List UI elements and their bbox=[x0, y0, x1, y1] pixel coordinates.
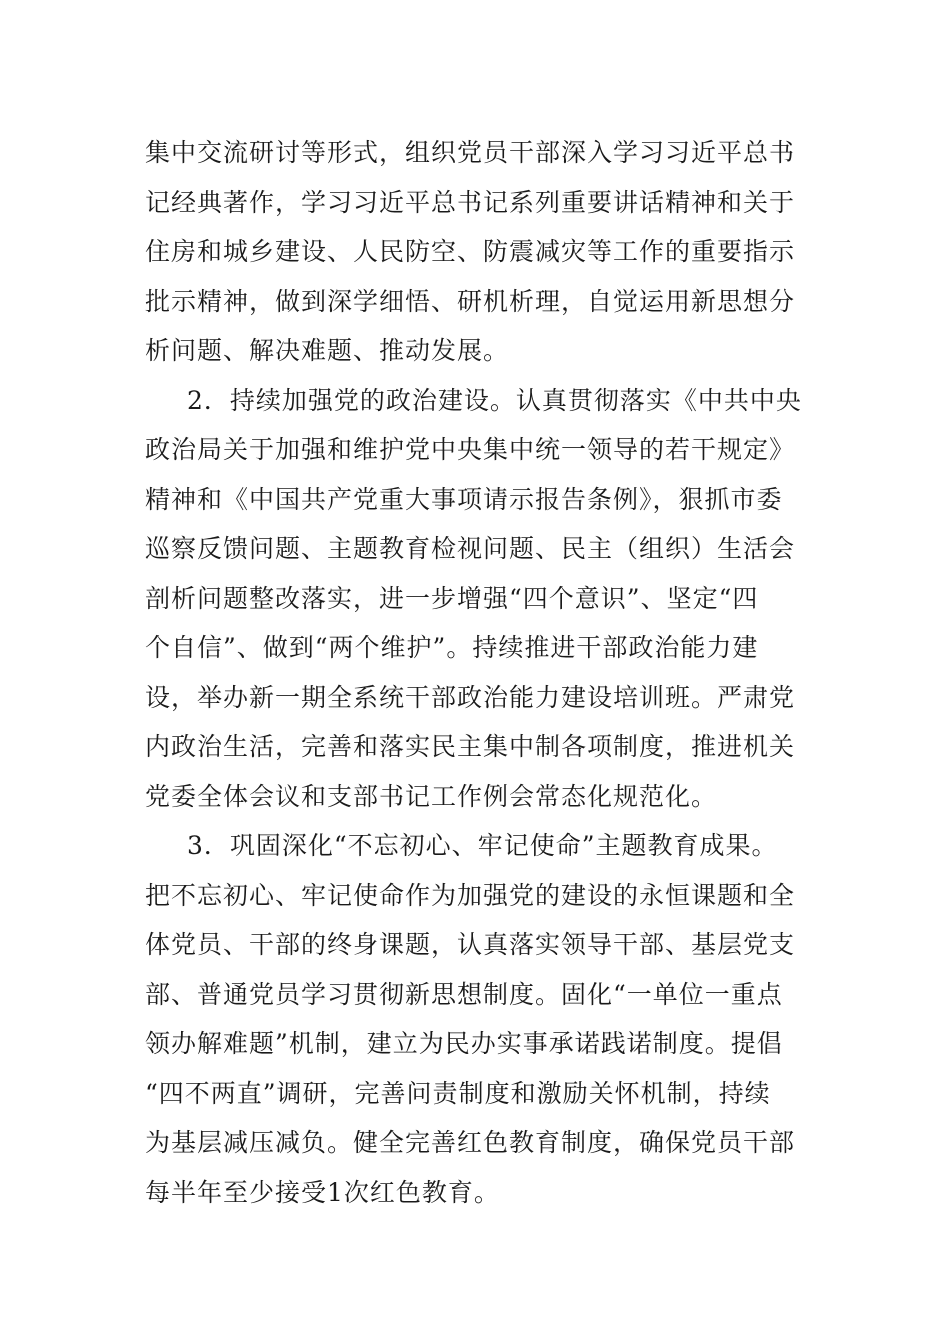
text-line-first: 3．巩固深化“不忘初心、牢记使命”主题教育成果。 bbox=[187, 831, 778, 860]
text-line-first: 2．持续加强党的政治建设。认真贯彻落实《中共中央 bbox=[187, 385, 802, 415]
paragraph-1 bbox=[145, 128, 815, 376]
text-line: 体党员、干部的终身课题，认真落实领导干部、基层党支 bbox=[145, 930, 796, 959]
text-line: 巡察反馈问题、主题教育检视问题、民主（组织）生活会 bbox=[145, 534, 796, 563]
text-line: 领办解难题”机制，建立为民办实事承诺践诺制度。提倡 bbox=[145, 1029, 783, 1058]
text-line: 政治局关于加强和维护党中央集中统一领导的若干规定》 bbox=[145, 435, 796, 464]
text-line: 每半年至少接受1次红色教育。 bbox=[145, 1177, 500, 1207]
text-line: 部、普通党员学习贯彻新思想制度。固化“一单位一重点 bbox=[145, 979, 783, 1009]
text-line: 个自信”、做到“两个维护”。持续推进干部政治能力建 bbox=[145, 633, 759, 662]
text-line: 住房和城乡建设、人民防空、防震减灾等工作的重要指示 bbox=[145, 237, 796, 266]
paragraph-2 bbox=[145, 376, 815, 822]
text-line: 析问题、解决难题、推动发展。 bbox=[145, 336, 510, 365]
text-line: 设，举办新一期全系统干部政治能力建设培训班。严肃党 bbox=[145, 682, 796, 712]
text-line: 把不忘初心、牢记使命作为加强党的建设的永恒课题和全 bbox=[145, 880, 796, 910]
paragraph-3 bbox=[145, 821, 815, 1217]
text-line: 党委全体会议和支部书记工作例会常态化规范化。 bbox=[145, 781, 718, 811]
text-line: 批示精神，做到深学细悟、研机析理，自觉运用新思想分 bbox=[145, 286, 796, 316]
text-line: “四不两直”调研，完善问责制度和激励关怀机制，持续 bbox=[145, 1078, 771, 1108]
text-line: 集中交流研讨等形式，组织党员干部深入学习习近平总书 bbox=[145, 138, 796, 167]
text-line: 剖析问题整改落实，进一步增强“四个意识”、坚定“四 bbox=[145, 583, 759, 613]
text-line: 内政治生活，完善和落实民主集中制各项制度，推进机关 bbox=[145, 732, 796, 761]
text-line: 精神和《中国共产党重大事项请示报告条例》，狠抓市委 bbox=[145, 484, 783, 514]
text-line: 记经典著作，学习习近平总书记系列重要讲话精神和关于 bbox=[145, 187, 796, 217]
text-line: 为基层减压减负。健全完善红色教育制度，确保党员干部 bbox=[145, 1128, 796, 1157]
body-text bbox=[145, 128, 815, 1217]
